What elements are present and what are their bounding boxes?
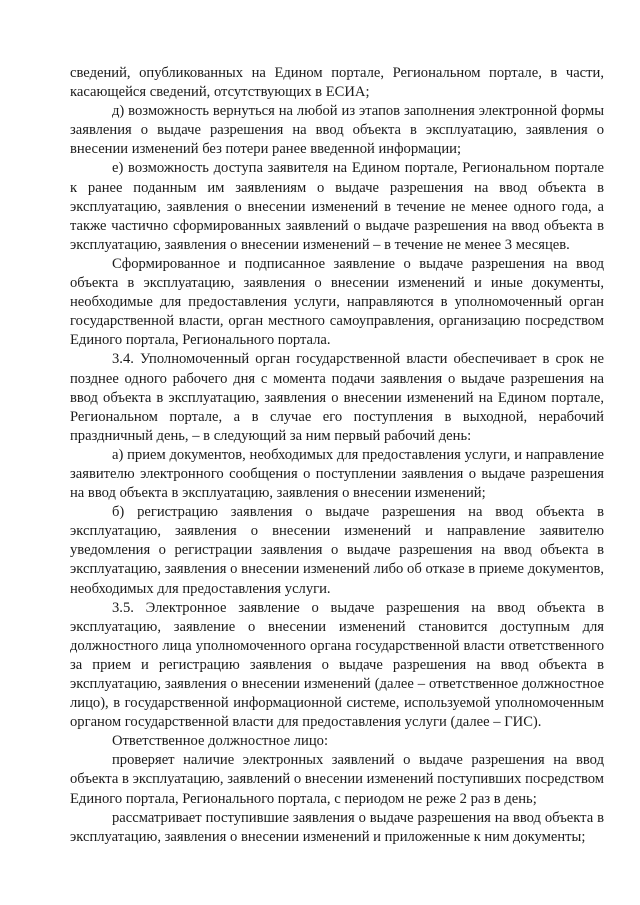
paragraph-item-d: д) возможность вернуться на любой из этапов заполнения электронной формы заявления о выдаче разрешения на ввод объекта в эксплуатацию, заявления о внесении изменений без потери ранее введенной информации; xyxy=(70,103,604,158)
paragraph-section-3-5: 3.5. Электронное заявление о выдаче разрешения на ввод объекта в эксплуатацию, заявление о внесении изменений становится доступным для должностного лица уполномоченного органа государственной власти ответственного за прием и регистрацию заявления о выдаче разрешения на ввод объекта в эксплуатацию, заявления о внесении изменений (далее – ответственное должностное лицо), в государственной информационной системе, используемой уполномоченным органом государственной власти для предоставления услуги (далее – ГИС). xyxy=(70,599,604,731)
paragraph-checks: проверяет наличие электронных заявлений о выдаче разрешения на ввод объекта в эксплуатацию, заявлений о внесении изменений поступивших посредством Единого портала, Регионального портала, с периодом не реже 2 раз в день; xyxy=(70,752,604,807)
paragraph-reviews: рассматривает поступившие заявления о выдаче разрешения на ввод объекта в эксплуатацию, заявления о внесении изменений и приложенные к ним документы; xyxy=(70,809,604,845)
paragraph-item-e: е) возможность доступа заявителя на Едином портале, Региональном портале к ранее поданным им заявлениям о выдаче разрешения на ввод объекта в эксплуатацию, заявления о внесении изменений в течение не менее одного года, а также частично сформированных заявлений о выдаче разрешения на ввод объекта в эксплуатацию, заявления о внесении изменений – в течение не менее 3 месяцев. xyxy=(70,160,604,253)
paragraph-item-b: б) регистрацию заявления о выдаче разрешения на ввод объекта в эксплуатацию, заявления о внесении изменений и направление заявителю уведомления о регистрации заявления о выдаче разрешения на ввод объекта в эксплуатацию, заявления о внесении изменений либо об отказе в приеме документов, необходимых для предоставления услуги. xyxy=(70,504,604,597)
paragraph-responsible-official: Ответственное должностное лицо: xyxy=(112,733,328,750)
paragraph-submission: Сформированное и подписанное заявление о выдаче разрешения на ввод объекта в эксплуатацию, заявления о внесении изменений и иные документы, необходимые для предоставления услуги, направляются в уполномоченный орган государственной власти, орган местного самоуправления, организацию посредством Единого портала, Регионального портала. xyxy=(70,255,604,349)
paragraph-continuation: сведений, опубликованных на Едином портале, Региональном портале, в части, касающейся сведений, отсутствующих в ЕСИА; xyxy=(70,65,604,101)
paragraph-item-a: а) прием документов, необходимых для предоставления услуги, и направление заявителю электронного сообщения о поступлении заявления о выдаче разрешения на ввод объекта в эксплуатацию, заявления о внесении изменений; xyxy=(70,446,604,502)
document-body xyxy=(70,64,604,847)
paragraph-section-3-4: 3.4. Уполномоченный орган государственной власти обеспечивает в срок не позднее одного рабочего дня с момента подачи заявления о выдаче разрешения на ввод объекта в эксплуатацию, заявления о внесении изменений на Едином портале, Региональном портале, а в случае его поступления в выходной, нерабочий праздничный день, – в следующий за ним первый рабочий день: xyxy=(70,351,604,444)
